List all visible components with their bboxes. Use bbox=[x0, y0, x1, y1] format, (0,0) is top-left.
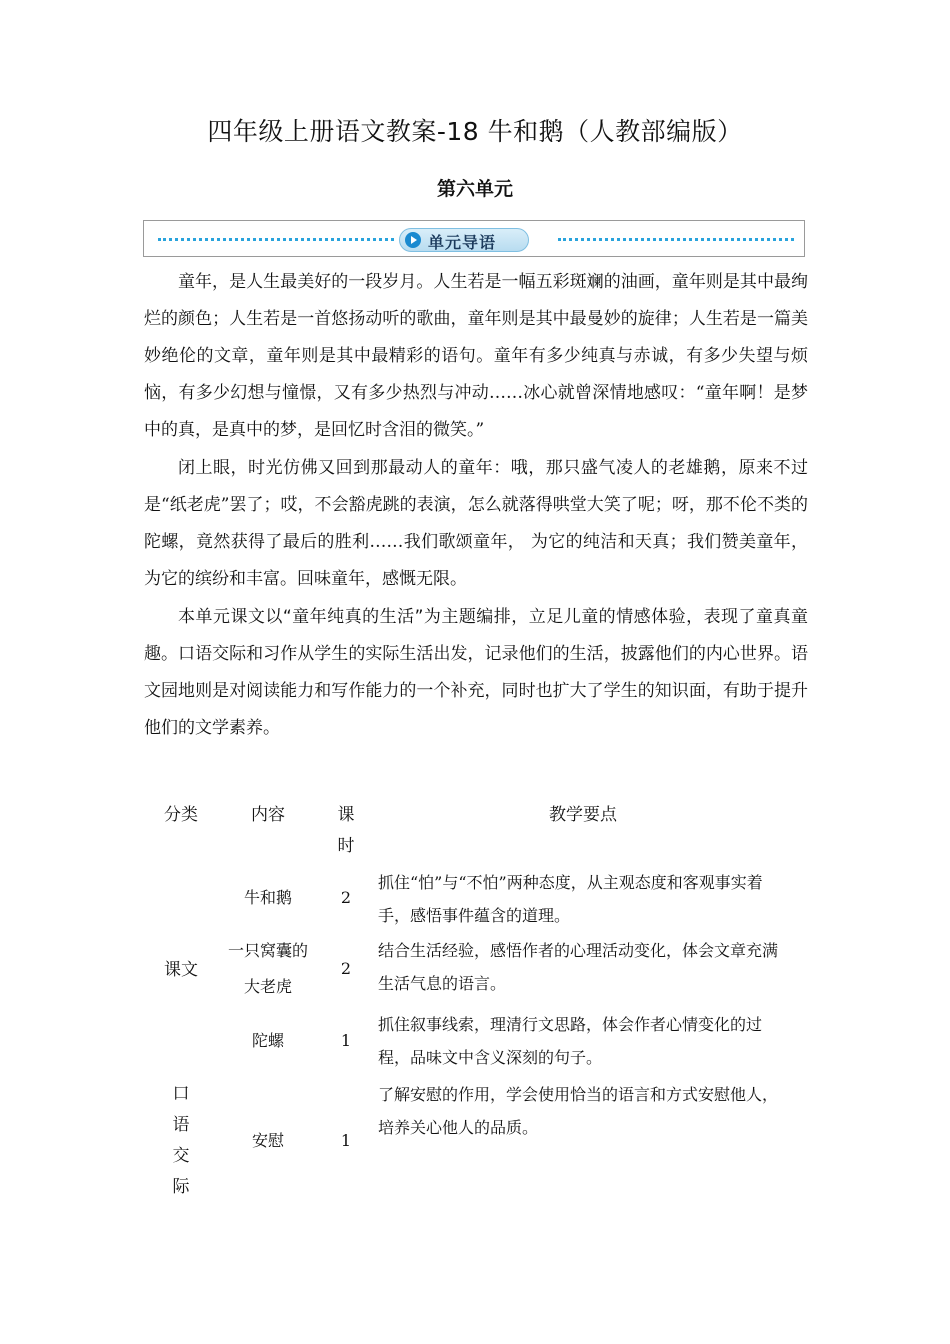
header-hours: 课时 bbox=[337, 805, 355, 856]
lesson-content: 安慰 bbox=[251, 1131, 284, 1150]
lesson-teaching-point: 结合生活经验，感悟作者的心理活动变化，体会文章充满生活气息的语言。 bbox=[378, 941, 779, 993]
table-header-row bbox=[140, 800, 788, 864]
header-teaching-points: 教学要点 bbox=[549, 805, 617, 825]
intro-paragraph-3: 本单元课文以“童年纯真的生活”为主题编排，立足儿童的情感体验，表现了童真童趣。口语交际和习作从学生的实际生活出发，记录他们的生活，披露他们的内心世界。语文园地则是对阅读能力和写作能力的一个补充，同时也扩大了学生的知识面，有助于提升他们的文学素养。 bbox=[144, 607, 808, 738]
category-oral-communication: 口语交际 bbox=[172, 1084, 190, 1197]
table-row bbox=[140, 1006, 788, 1076]
document-title: 四年级上册语文教案-18 牛和鹅（人教部编版） bbox=[207, 117, 743, 146]
unit-heading: 第六单元 bbox=[436, 178, 513, 200]
table-row bbox=[140, 1076, 788, 1206]
lesson-hours: 2 bbox=[340, 959, 352, 978]
lesson-teaching-point: 抓住“怕”与“不怕”两种态度，从主观态度和客观事实着手，感悟事件蕴含的道理。 bbox=[378, 873, 763, 925]
lesson-content: 一只窝囊的大老虎 bbox=[227, 941, 308, 996]
unit-guide-banner bbox=[143, 220, 805, 257]
table-row bbox=[140, 864, 788, 932]
intro-paragraph-2: 闭上眼，时光仿佛又回到那最动人的童年：哦，那只盛气凌人的老雄鹅，原来不过是“纸老虎”罢了；哎，不会豁虎跳的表演，怎么就落得哄堂大笑了呢；呀，那不伦不类的陀螺，竟然获得了最后的胜利……我们歌颂童年， 为它的纯洁和天真；我们赞美童年，为它的缤纷和丰富。回味童年，感慨无限。 bbox=[144, 458, 808, 589]
intro-paragraph-1: 童年，是人生最美好的一段岁月。人生若是一幅五彩斑斓的油画，童年则是其中最绚烂的颜色；人生若是一首悠扬动听的歌曲，童年则是其中最曼妙的旋律；人生若是一篇美妙绝伦的文章，童年则是其中最精彩的语句。童年有多少纯真与赤诚，有多少失望与烦恼，有多少幻想与憧憬，又有多少热烈与冲动……冰心就曾深情地感叹：“童年啊！是梦中的真，是真中的梦，是回忆时含泪的微笑。” bbox=[144, 272, 808, 440]
lesson-teaching-point: 抓住叙事线索，理清行文思路，体会作者心情变化的过程，品味文中含义深刻的句子。 bbox=[378, 1015, 763, 1067]
lesson-teaching-point: 了解安慰的作用，学会使用恰当的语言和方式安慰他人，培养关心他人的品质。 bbox=[378, 1085, 779, 1137]
table-row bbox=[140, 932, 788, 1006]
lesson-hours: 1 bbox=[340, 1031, 352, 1050]
lesson-hours: 2 bbox=[340, 888, 352, 907]
dotted-divider-right bbox=[558, 238, 794, 241]
arrow-right-icon bbox=[405, 232, 421, 248]
header-category: 分类 bbox=[164, 805, 198, 825]
unit-guide-label: 单元导语 bbox=[428, 233, 497, 252]
category-text: 课文 bbox=[164, 959, 198, 980]
lesson-hours: 1 bbox=[340, 1131, 352, 1150]
lesson-content: 陀螺 bbox=[251, 1031, 284, 1050]
lesson-content: 牛和鹅 bbox=[243, 888, 292, 907]
dotted-divider-left bbox=[158, 238, 394, 241]
teaching-plan-table bbox=[140, 800, 788, 1206]
unit-guide-badge bbox=[399, 228, 529, 252]
header-content: 内容 bbox=[251, 805, 285, 825]
